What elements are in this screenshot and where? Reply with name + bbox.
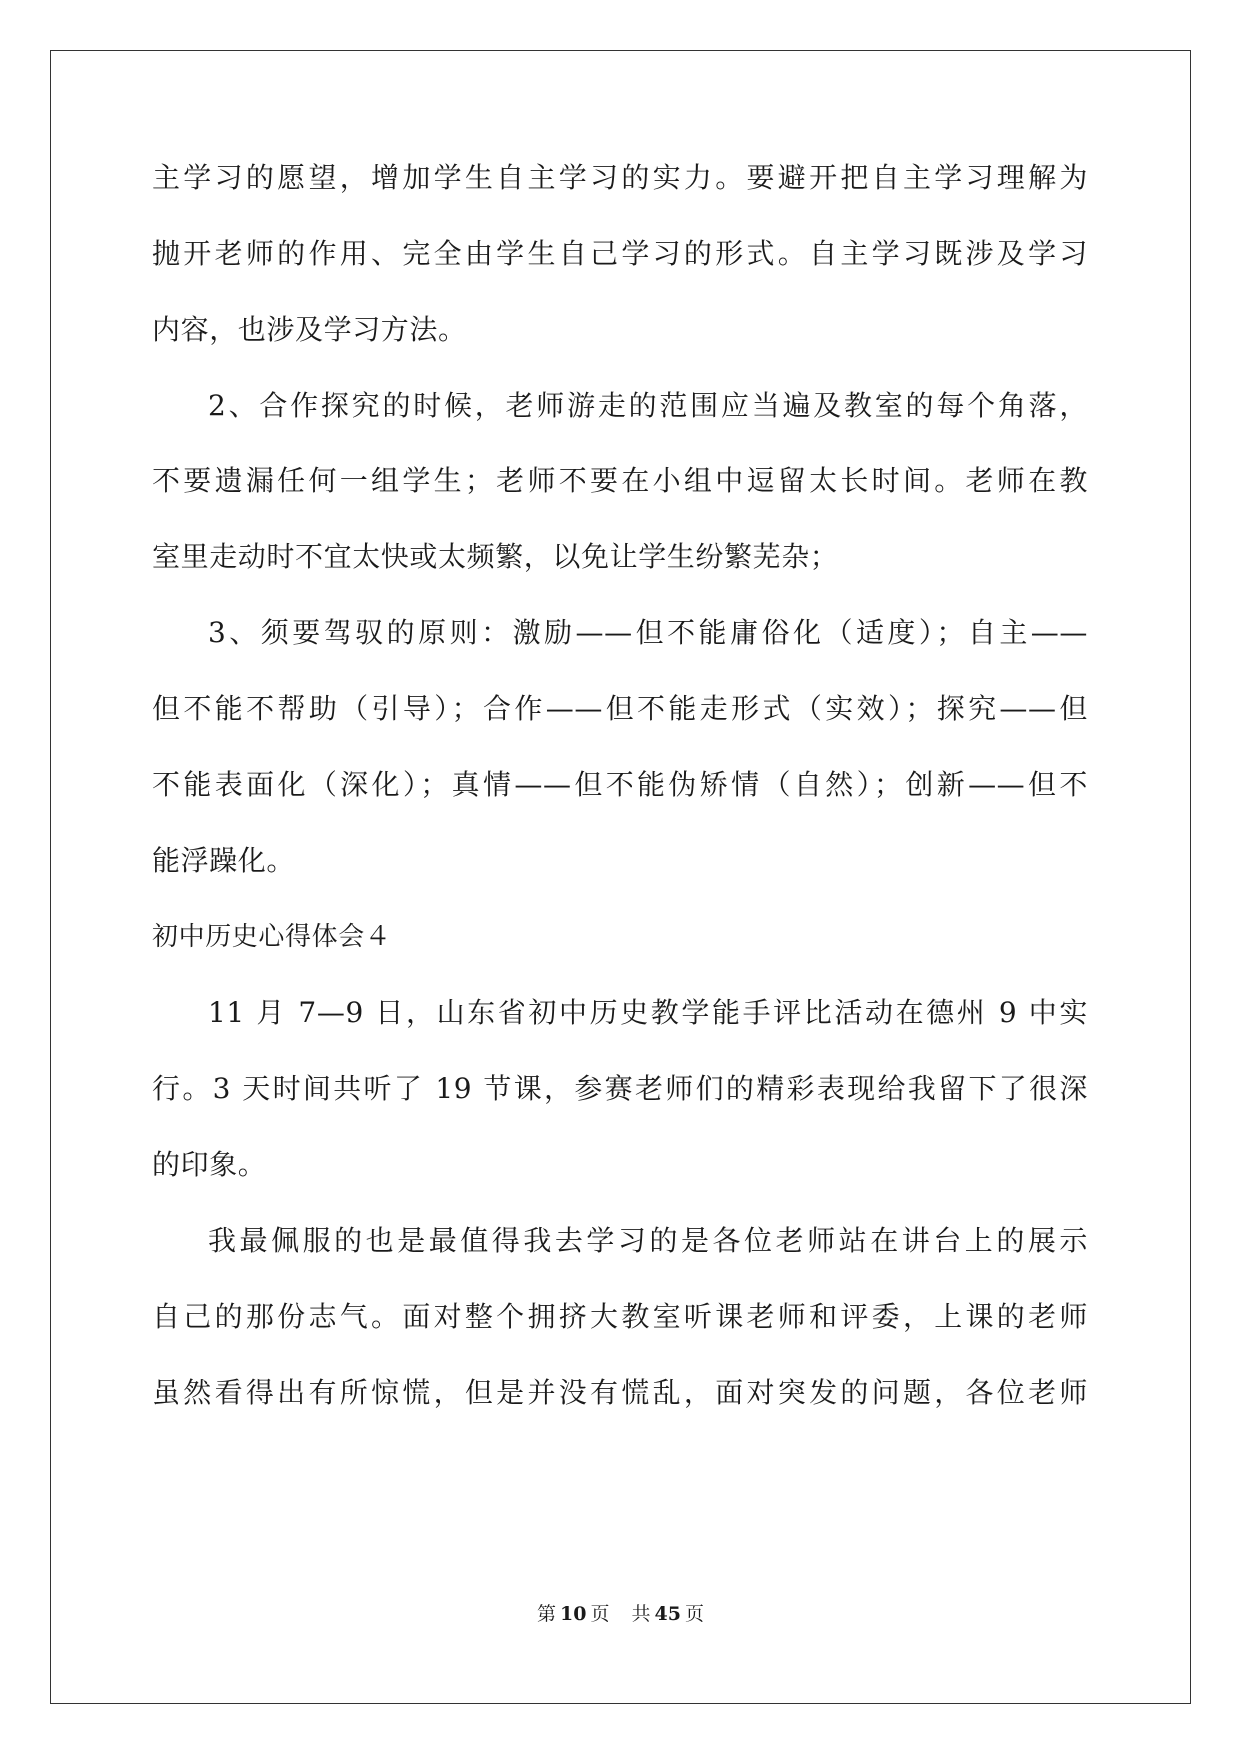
text-line: 但不能不帮助（引导）；合作——但不能走形式（实效）；探究——但 xyxy=(152,692,1088,725)
paragraph-first-line: 2、合作探究的时候，老师游走的范围应当遍及教室的每个角落， xyxy=(208,389,1088,422)
text-line: 不要遗漏任何一组学生；老师不要在小组中逗留太长时间。老师在教 xyxy=(152,464,1088,497)
current-page-number: 10 xyxy=(560,1603,587,1625)
page-footer xyxy=(0,1600,1241,1628)
text-line: 虽然看得出有所惊慌，但是并没有慌乱，面对突发的问题，各位老师 xyxy=(152,1376,1088,1409)
footer-prefix: 第 xyxy=(537,1603,557,1625)
text-line: 室里走动时不宜太快或太频繁，以免让学生纷繁芜杂； xyxy=(152,540,839,573)
footer-page-label: 页 xyxy=(590,1603,610,1625)
text-line: 自己的那份志气。面对整个拥挤大教室听课老师和评委，上课的老师 xyxy=(152,1300,1088,1333)
paragraph-first-line: 我最佩服的也是最值得我去学习的是各位老师站在讲台上的展示 xyxy=(208,1224,1088,1257)
text-line: 行。3 天时间共听了 19 节课，参赛老师们的精彩表现给我留下了很深 xyxy=(152,1072,1088,1105)
text-line: 抛开老师的作用、完全由学生自己学习的形式。自主学习既涉及学习 xyxy=(152,237,1088,270)
paragraph-first-line: 11 月 7—9 日，山东省初中历史教学能手评比活动在德州 9 中实 xyxy=(208,996,1088,1029)
total-pages-number: 45 xyxy=(654,1603,681,1625)
text-line: 主学习的愿望，增加学生自主学习的实力。要避开把自主学习理解为 xyxy=(152,161,1088,194)
paragraph-first-line: 3、须要驾驭的原则：激励——但不能庸俗化（适度）；自主—— xyxy=(208,616,1088,649)
text-line: 内容，也涉及学习方法。 xyxy=(152,313,467,346)
text-line: 能浮躁化。 xyxy=(152,844,296,877)
text-line: 的印象。 xyxy=(152,1148,267,1181)
footer-total-prefix: 共 xyxy=(631,1603,651,1625)
text-line: 不能表面化（深化）；真情——但不能伪矫情（自然）；创新——但不 xyxy=(152,768,1088,801)
section-heading: 初中历史心得体会４ xyxy=(152,922,392,952)
footer-total-label: 页 xyxy=(684,1603,704,1625)
